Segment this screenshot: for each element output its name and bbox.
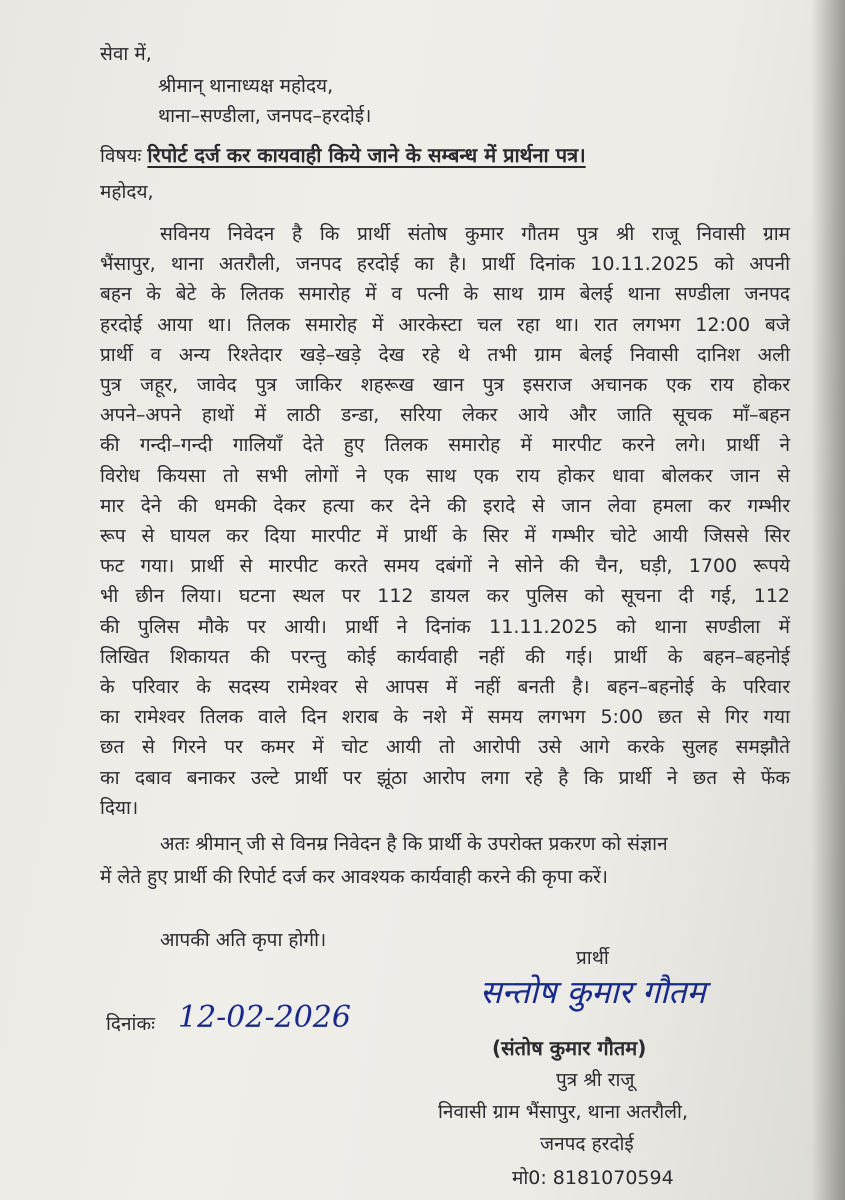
- request-line-1: अतः श्रीमान् जी से विनम्र निवेदन है कि प्रार्थी के उपरोक्त प्रकरण को संज्ञान: [160, 833, 668, 855]
- subject-label: विषयः: [100, 145, 142, 167]
- body-line: पुत्र जहूर, जावेद पुत्र जाकिर शहरूख खान पुत्र इसराज अचानक एक राय होकर: [100, 374, 790, 396]
- request-line-2: में लेते हुए प्रार्थी की रिपोर्ट दर्ज कर आवश्यक कार्यवाही करने की कृपा करें।: [100, 866, 609, 888]
- body-line: का दबाव बनाकर उल्टे प्रार्थी पर झूंठा आरोप लगा रहे है कि प्रार्थी ने छत से फेंक: [100, 767, 790, 789]
- body-line: रूप से घायल कर दिया मारपीट में प्रार्थी के सिर में गम्भीर चोटे आयी जिससे सिर: [100, 525, 790, 547]
- body-line: के परिवार के सदस्य रामेश्वर से आपस में नहीं बनती है। बहन–बहनोई के परिवार: [100, 676, 790, 698]
- sender-father: पुत्र श्री राजू: [556, 1069, 635, 1091]
- body-line: दिया।: [100, 797, 139, 819]
- body-line: बहन के बेटे के लितक समारोह में व पत्नी के साथ ग्राम बेलई थाना सण्डीला जनपद: [100, 283, 790, 305]
- sender-mobile: मो0: 8181070594: [512, 1167, 674, 1189]
- body-line: फट गया। प्रार्थी से मारपीट करते समय दबंगों ने सोने की चैन, घड़ी, 1700 रूपये: [100, 555, 790, 577]
- body-line: मार देने की धमकी देकर हत्या कर देने की इरादे से जान लेवा हमला कर गम्भीर: [100, 495, 790, 517]
- body-line: की गन्दी–गन्दी गालियाँ देते हुए तिलक समारोह में मारपीट करने लगे। प्रार्थी ने: [100, 434, 790, 456]
- body-line: की पुलिस मौके पर आयी। प्रार्थी ने दिनांक 11.11.2025 को थाना सण्डीला में: [100, 616, 790, 638]
- date-label: दिनांकः: [106, 1013, 155, 1035]
- body-line: प्रार्थी व अन्य रिश्तेदार खड़े–खड़े देख रहे थे तभी ग्राम बेलई निवासी दानिश अली: [100, 344, 790, 366]
- body-line: हरदोई आया था। तिलक समारोह में आरकेस्टा चल रहा था। रात लगभग 12:00 बजे: [100, 314, 790, 336]
- body-line: अपने–अपने हाथों में लाठी डन्डा, सरिया लेकर आये और जाति सूचक माँ–बहन: [100, 404, 790, 426]
- closing-line: आपकी अति कृपा होगी।: [160, 929, 327, 951]
- body-line: भैंसापुर, थाना अतरौली, जनपद हरदोई का है। प्रार्थी दिनांक 10.11.2025 को अपनी: [100, 253, 790, 275]
- subject-line: [100, 143, 586, 168]
- addressee-line-1: श्रीमान् थानाध्यक्ष महोदय,: [158, 75, 334, 97]
- sender-name: (संतोष कुमार गौतम): [492, 1036, 647, 1060]
- body-line: सविनय निवेदन है कि प्रार्थी संतोष कुमार गौतम पुत्र श्री राजू निवासी ग्राम: [160, 223, 790, 245]
- body-line: विरोध कियसा तो सभी लोगों ने एक साथ एक राय होकर धावा बोलकर जान से: [100, 465, 790, 487]
- body-line: छत से गिरने पर कमर में चोट आयी तो आरोपी उसे आगे करके सुलह समझौते: [100, 736, 790, 758]
- addressee-line-2: थाना–सण्डीला, जनपद–हरदोई।: [158, 105, 372, 127]
- greeting: महोदय,: [100, 181, 154, 203]
- body-line: लिखित शिकायत की परन्तु कोई कार्यवाही नहीं की गई। प्रार्थी के बहन–बहनोई: [100, 646, 790, 668]
- salutation-to: सेवा में,: [100, 43, 152, 65]
- handwritten-date: 12-02-2026: [178, 1000, 351, 1035]
- handwritten-signature: सन्तोष कुमार गौतम: [480, 973, 706, 1011]
- sender-address-2: जनपद हरदोई: [540, 1133, 634, 1155]
- subject-text: रिपोर्ट दर्ज कर कायवाही किये जाने के सम्बन्ध में प्रार्थना पत्र।: [147, 143, 586, 167]
- sender-address-1: निवासी ग्राम भैंसापुर, थाना अतरौली,: [438, 1101, 689, 1123]
- body-line: का रामेश्वर तिलक वाले दिन शराब के नशे में समय लगभग 5:00 छत से गिर गया: [100, 706, 790, 728]
- applicant-label: प्रार्थी: [576, 947, 609, 969]
- body-line: भी छीन लिया। घटना स्थल पर 112 डायल कर पुलिस को सूचना दी गई, 112: [100, 585, 790, 607]
- paper-edge-shadow: [811, 0, 845, 1200]
